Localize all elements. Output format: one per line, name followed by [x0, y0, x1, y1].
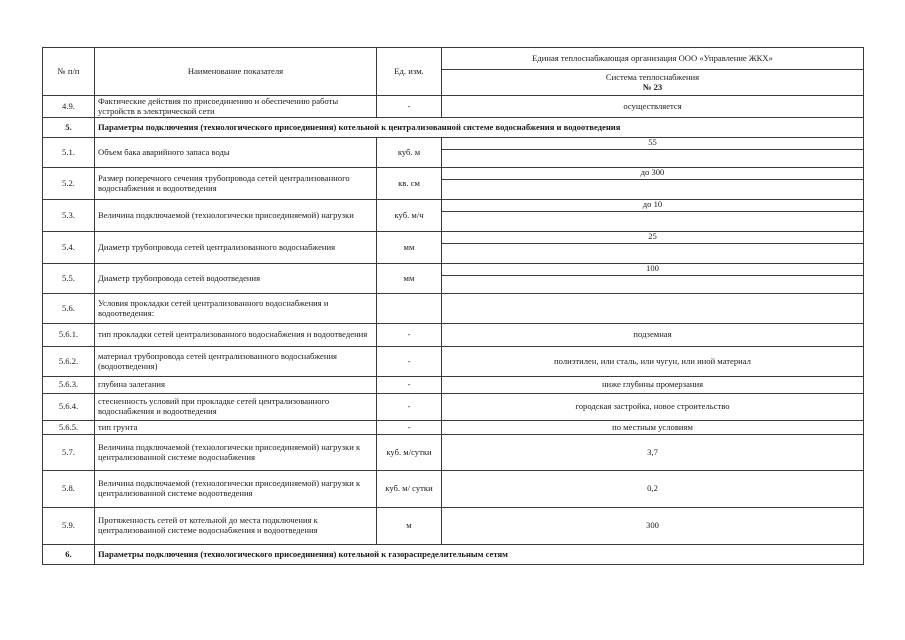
row-indicator: Диаметр трубопровода сетей централизованного водоснабжения	[95, 232, 377, 264]
row-indicator: тип прокладки сетей централизованного водоснабжения и водоотведения	[95, 324, 377, 347]
row-indicator: Размер поперечного сечения трубопровода сетей централизованного водоснабжения и водоотведения	[95, 168, 377, 200]
row-value: до 300	[442, 168, 863, 180]
header-num: № п/п	[43, 48, 95, 96]
section-number: 6.	[43, 545, 95, 565]
row-indicator: Объем бака аварийного запаса воды	[95, 138, 377, 168]
row-unit: м	[377, 508, 442, 545]
row-indicator: Условия прокладки сетей централизованного водоснабжения и водоотведения:	[95, 294, 377, 324]
row-unit	[377, 294, 442, 324]
row-number: 5.6.	[43, 294, 95, 324]
section-row	[43, 118, 864, 138]
row-indicator: Диаметр трубопровода сетей водоотведения	[95, 264, 377, 294]
row-value: полиэтилен, или сталь, или чугун, или иной материал	[442, 347, 864, 377]
row-number: 5.4.	[43, 232, 95, 264]
indicator-table	[42, 47, 864, 565]
row-value-cell	[442, 138, 864, 168]
row-number: 5.7.	[43, 435, 95, 471]
table-row	[43, 200, 864, 232]
row-value: городская застройка, новое строительство	[442, 394, 864, 421]
header-unit: Ед. изм.	[377, 48, 442, 96]
row-value: до 10	[442, 200, 863, 212]
row-unit: -	[377, 377, 442, 394]
row-indicator: стесненность условий при прокладке сетей централизованного водоснабжения и водоотведения	[95, 394, 377, 421]
row-value: 100	[442, 264, 863, 276]
row-unit: куб. м/ сутки	[377, 471, 442, 508]
row-unit: куб. м/сутки	[377, 435, 442, 471]
row-value	[442, 294, 864, 324]
row-value: ниже глубины промерзания	[442, 377, 864, 394]
table-row	[43, 394, 864, 421]
table-row	[43, 264, 864, 294]
table-row	[43, 96, 864, 118]
table-row	[43, 232, 864, 264]
row-number: 5.8.	[43, 471, 95, 508]
header-system	[442, 70, 864, 96]
table-row	[43, 508, 864, 545]
header-system-number: № 23	[642, 81, 663, 92]
table-row	[43, 168, 864, 200]
row-number: 5.6.3.	[43, 377, 95, 394]
table-row	[43, 324, 864, 347]
table-row	[43, 294, 864, 324]
row-value: 3,7	[442, 435, 864, 471]
section-title: Параметры подключения (технологического присоединения) котельной к централизованной системе водоснабжения и водоотведения	[95, 118, 864, 138]
table-row	[43, 377, 864, 394]
row-number: 5.6.5.	[43, 421, 95, 435]
row-value: 25	[442, 232, 863, 244]
row-value: 300	[442, 508, 864, 545]
row-unit: мм	[377, 232, 442, 264]
header-system-label: Система теплоснабжения	[605, 71, 700, 82]
row-number: 5.2.	[43, 168, 95, 200]
row-indicator: Фактические действия по присоединению и обеспечению работы устройств в электрической сети	[95, 96, 377, 118]
section-title: Параметры подключения (технологического присоединения) котельной к газораспределительным сетям	[95, 545, 864, 565]
row-unit: мм	[377, 264, 442, 294]
row-indicator: Величина подключаемой (технологически присоединяемой) нагрузки	[95, 200, 377, 232]
row-value-cell	[442, 264, 864, 294]
header-organization: Единая теплоснабжающая организация ООО «Управление ЖКХ»	[442, 48, 864, 70]
row-value: подземная	[442, 324, 864, 347]
row-value-cell	[442, 200, 864, 232]
row-value: 0,2	[442, 471, 864, 508]
row-value-cell	[442, 168, 864, 200]
section-row	[43, 545, 864, 565]
row-indicator: Протяженность сетей от котельной до места подключения к централизованной системе водоснабжения и водоотведения	[95, 508, 377, 545]
row-unit: -	[377, 347, 442, 377]
row-unit: куб. м/ч	[377, 200, 442, 232]
table-row	[43, 435, 864, 471]
row-indicator: Величина подключаемой (технологически присоединяемой) нагрузки к централизованной системе водоотведения	[95, 471, 377, 508]
section-number: 5.	[43, 118, 95, 138]
row-number: 5.9.	[43, 508, 95, 545]
row-number: 5.5.	[43, 264, 95, 294]
table-row	[43, 138, 864, 168]
header-name: Наименование показателя	[95, 48, 377, 96]
row-unit: -	[377, 324, 442, 347]
row-number: 5.6.1.	[43, 324, 95, 347]
table-row	[43, 421, 864, 435]
row-number: 5.1.	[43, 138, 95, 168]
row-indicator: Величина подключаемой (технологически присоединяемой) нагрузки к централизованной системе водоснабжения	[95, 435, 377, 471]
row-indicator: тип грунта	[95, 421, 377, 435]
table-row	[43, 347, 864, 377]
row-number: 5.6.2.	[43, 347, 95, 377]
table-row	[43, 471, 864, 508]
row-value: осуществляется	[442, 96, 864, 118]
row-number: 4.9.	[43, 96, 95, 118]
row-value: 55	[442, 138, 863, 150]
row-value-cell	[442, 232, 864, 264]
row-unit: куб. м	[377, 138, 442, 168]
row-number: 5.3.	[43, 200, 95, 232]
row-unit: кв. см	[377, 168, 442, 200]
row-indicator: материал трубопровода сетей централизованного водоснабжения (водоотведения)	[95, 347, 377, 377]
row-unit: -	[377, 394, 442, 421]
row-indicator: глубина залегания	[95, 377, 377, 394]
row-unit: -	[377, 96, 442, 118]
row-number: 5.6.4.	[43, 394, 95, 421]
row-unit: -	[377, 421, 442, 435]
row-value: по местным условиям	[442, 421, 864, 435]
